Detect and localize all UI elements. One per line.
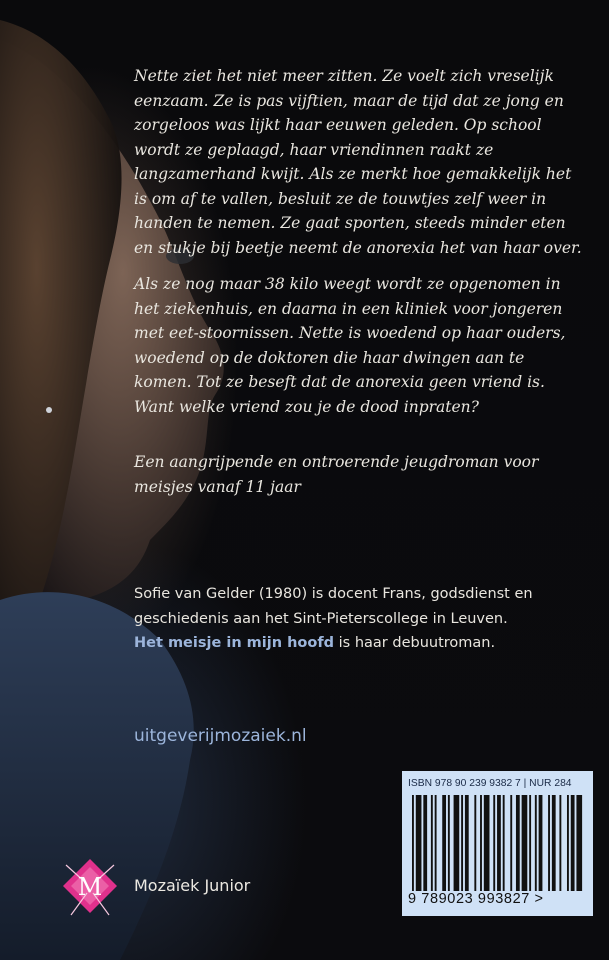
author-bio	[134, 582, 584, 656]
svg-text:M: M	[77, 873, 103, 901]
mozaiek-logo-icon	[61, 857, 119, 919]
blurb-tagline: Een aangrijpende en ontroerende jeugdroman voor meisjes vanaf 11 jaar	[134, 453, 539, 496]
book-title: Het meisje in mijn hoofd	[134, 635, 335, 651]
blurb-paragraph-2: Als ze nog maar 38 kilo weegt wordt ze opgenomen in het ziekenhuis, en daarna in een kliniek voor jongeren met eet-stoornissen. Nette is woedend op haar ouders, woedend op de doktoren die haar dwingen aan te komen. Tot ze beseft dat de anorexia geen vriend is. Want welke vriend zou je de dood inpraten?	[134, 275, 566, 416]
publisher-imprint: Mozaïek Junior	[134, 876, 251, 895]
barcode-number: 9 789023 993827 >	[408, 891, 544, 907]
publisher-website-link[interactable]: uitgeverijmozaiek.nl	[134, 726, 307, 746]
isbn-barcode-panel	[402, 771, 593, 916]
barcode-icon	[412, 795, 584, 891]
isbn-line: ISBN 978 90 239 9382 7 | NUR 284	[408, 778, 572, 789]
blurb-paragraph-1: Nette ziet het niet meer zitten. Ze voelt zich vreselijk eenzaam. Ze is pas vijftien, maar de tijd dat ze jong en zorgeloos was lijkt haar eeuwen geleden. Op school wordt ze geplaagd, haar vriendinnen raakt ze langzamerhand kwijt. Als ze merkt hoe gemakkelijk het is om af te vallen, besluit ze de touwtjes zelf weer in handen te nemen. Ze gaat sporten, steeds minder eten en stukje bij beetje neemt de anorexia het van haar over.	[134, 67, 582, 257]
author-bio-text: Sofie van Gelder (1980) is docent Frans, godsdienst en geschiedenis aan het Sint-Pieterscollege in Leuven.	[134, 586, 533, 627]
author-bio-suffix: is haar debuutroman.	[334, 635, 496, 651]
